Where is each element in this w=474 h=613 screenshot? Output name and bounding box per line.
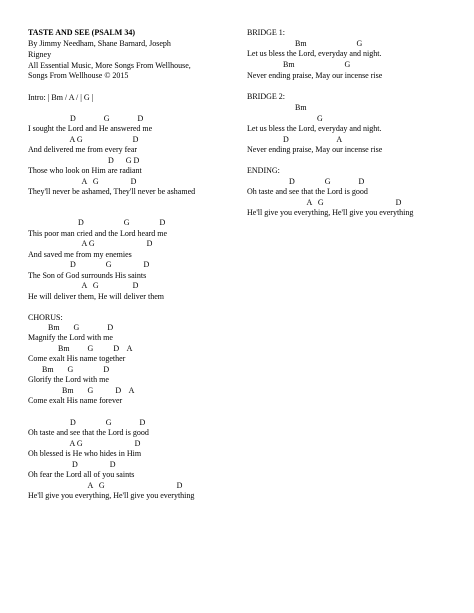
chord-line: A G D	[28, 135, 139, 144]
chord-line: D G D	[28, 114, 144, 123]
chord-line: Bm G D	[28, 365, 110, 374]
lyric-line: They'll never be ashamed, They'll never be ashamed	[28, 187, 196, 196]
chord-line: A G D	[28, 239, 153, 248]
lyric-line: Songs From Wellhouse © 2015	[28, 71, 129, 80]
chord-line: D G D	[28, 218, 166, 227]
lyric-line: By Jimmy Needham, Shane Barnard, Joseph	[28, 39, 171, 48]
chord-line: A G D	[28, 439, 141, 448]
lyric-line: Magnify the Lord with me	[28, 333, 113, 342]
section-heading-ending: ENDING:	[247, 166, 280, 175]
lyric-line: And saved me from my enemies	[28, 250, 132, 259]
lyric-line: He will deliver them, He will deliver them	[28, 292, 164, 301]
chord-line: A G D	[28, 281, 139, 290]
chord-line: D A	[247, 135, 343, 144]
lyric-line: Glorify the Lord with me	[28, 375, 109, 384]
lyric-line: I sought the Lord and He answered me	[28, 124, 153, 133]
section-heading-chorus: CHORUS:	[28, 313, 63, 322]
chord-line: D G D	[28, 418, 146, 427]
chord-line: A G D	[28, 481, 183, 490]
section-heading-bridge-2: BRIDGE 2:	[247, 92, 285, 101]
chord-line: Bm G D	[28, 323, 114, 332]
lyric-line: Let us bless the Lord, everyday and night.	[247, 49, 382, 58]
lyric-line: He'll give you everything, He'll give you everything	[28, 491, 195, 500]
lyric-line: Never ending praise, May our incense rise	[247, 71, 383, 80]
chord-line: Bm G	[247, 39, 363, 48]
lyric-line: Let us bless the Lord, everyday and night.	[247, 124, 382, 133]
lyric-line: This poor man cried and the Lord heard me	[28, 229, 168, 238]
lyric-line: Rigney	[28, 50, 52, 59]
lyric-line: Oh blessed is He who hides in Him	[28, 449, 142, 458]
chord-line: A G D	[28, 177, 137, 186]
chord-line: A G D	[247, 198, 402, 207]
lyric-line: He'll give you everything, He'll give you everything	[247, 208, 414, 217]
chord-line: Bm G	[247, 60, 351, 69]
chord-line: D G D	[247, 177, 365, 186]
chord-line: D G D	[28, 156, 140, 165]
chord-line: Bm G D A	[28, 344, 133, 353]
lyric-line: Oh taste and see that the Lord is good	[28, 428, 149, 437]
lyric-line: Oh taste and see that the Lord is good	[247, 187, 368, 196]
chord-line: Bm G D A	[28, 386, 135, 395]
chord-line: D D	[28, 460, 116, 469]
lyric-line: Never ending praise, May our incense rise	[247, 145, 383, 154]
lyric-line: Oh fear the Lord all of you saints	[28, 470, 135, 479]
chord-line: D G D	[28, 260, 150, 269]
lyric-line: Come exalt His name together	[28, 354, 126, 363]
lyric-line: Those who look on Him are radiant	[28, 166, 142, 175]
song-title: TASTE AND SEE (PSALM 34)	[28, 28, 135, 37]
lyric-line: All Essential Music, More Songs From Wellhouse,	[28, 61, 191, 70]
chord-line: G	[247, 114, 323, 123]
lyric-line: The Son of God surrounds His saints	[28, 271, 147, 280]
chord-line: Bm	[247, 103, 307, 112]
lyric-line: And delivered me from every fear	[28, 145, 138, 154]
section-heading-bridge-1: BRIDGE 1:	[247, 28, 285, 37]
lyric-line: Intro: | Bm / A / | G |	[28, 93, 94, 102]
lyric-line: Come exalt His name forever	[28, 396, 123, 405]
